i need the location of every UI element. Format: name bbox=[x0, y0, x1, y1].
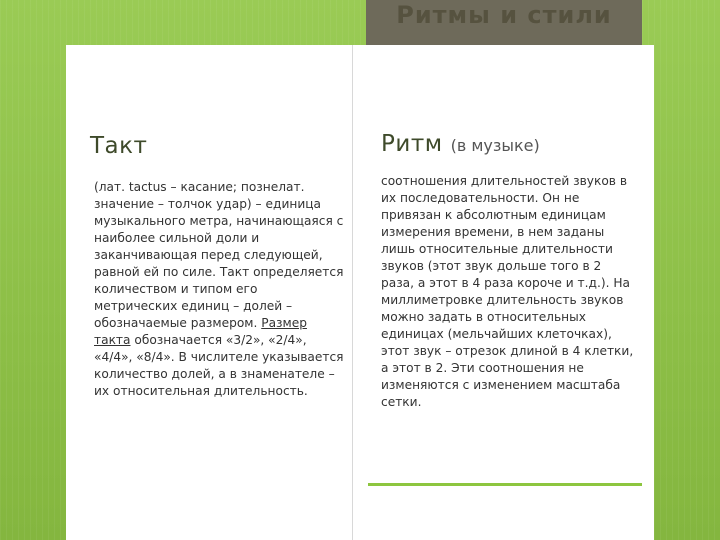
left-heading: Такт bbox=[90, 133, 148, 159]
left-body-text bbox=[94, 179, 344, 400]
right-heading-sub: (в музыке) bbox=[450, 136, 540, 155]
right-body-text: соотношения длительностей звуков в их последовательности. Он не привязан к абсолютным единицам измерения времени, в нем заданы лишь относительные длительности звуков (этот звук дольше того в 2 раза, а этот в 4 раза короче и т.д.). На миллиметровке длительность звуков можно задать в относительных единицах (мельчайших клеточках), этот звук – отрезок длиной в 4 клетки, а этот в 2. Эти соотношения не изменяются с изменением масштаба сетки. bbox=[381, 174, 634, 409]
left-text-part2: обозначается «3/2», «2/4», «4/4», «8/4». В числителе указывается количество долей, а в знаменателе – их относительная длительность. bbox=[94, 333, 344, 398]
right-heading-main: Ритм bbox=[381, 131, 443, 157]
left-text-part1: (лат. tactus – касание; познелат. значение – толчок удар) – единица музыкального метра, начинающаяся с наиболее сильной доли и заканчивающая перед следующей, равной ей по силе. Такт определяется количеством и типом его метрических единиц – долей – обозначаемые размером. bbox=[94, 180, 344, 330]
slide-title: Ритмы и стили bbox=[396, 0, 612, 29]
right-heading bbox=[381, 131, 540, 157]
right-content-panel bbox=[352, 45, 654, 540]
measure-size-link: Размер такта bbox=[94, 316, 307, 347]
left-content-panel bbox=[66, 45, 352, 540]
accent-divider-line bbox=[368, 483, 642, 486]
slide-title-bar bbox=[366, 0, 642, 47]
